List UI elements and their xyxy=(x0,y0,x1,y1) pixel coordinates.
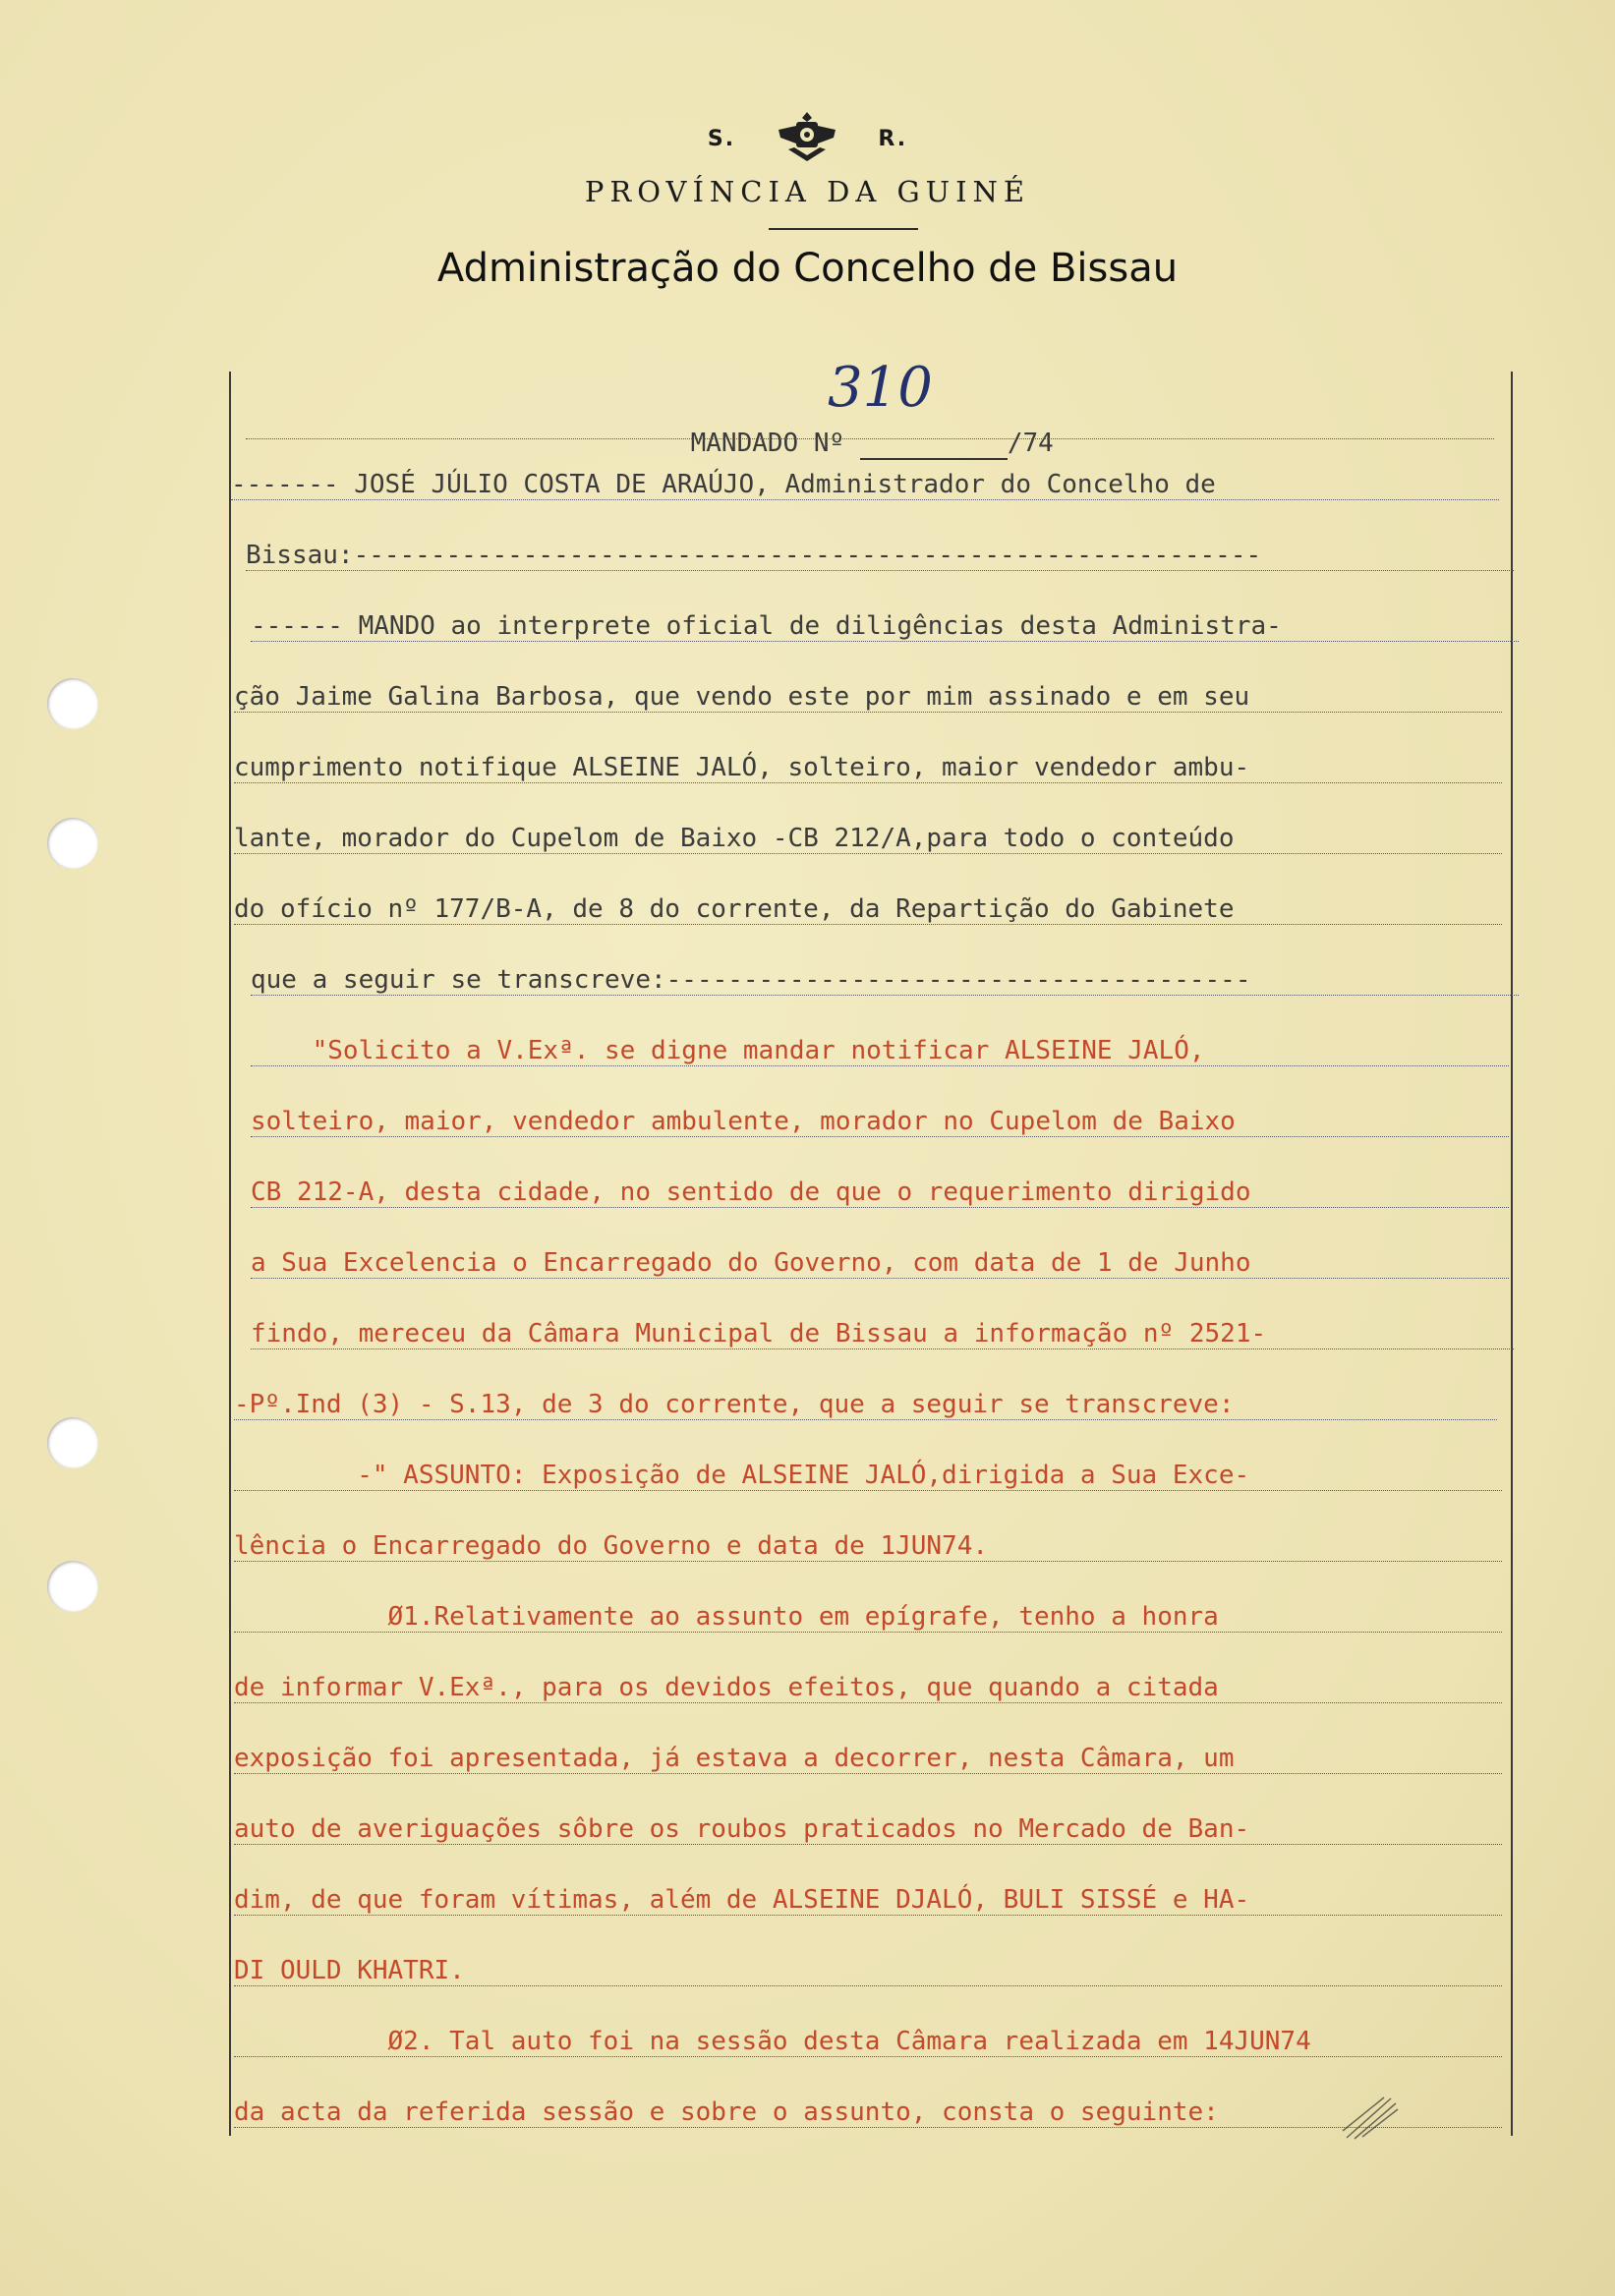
text-line: "Solicito a V.Exª. se digne mandar notificar ALSEINE JALÓ, xyxy=(251,1036,1509,1066)
province-title: PROVÍNCIA DA GUINÉ xyxy=(584,175,1031,208)
mandate-number-handwritten: 310 xyxy=(828,356,933,420)
text-line: Ø1.Relativamente ao assunto em epígrafe, tenho a honra xyxy=(234,1602,1502,1633)
punch-hole xyxy=(47,1561,98,1612)
text-line: findo, mereceu da Câmara Municipal de Bissau a informação nº 2521- xyxy=(251,1319,1514,1349)
header-divider xyxy=(769,228,918,230)
text-line: cumprimento notifique ALSEINE JALÓ, solteiro, maior vendedor ambu- xyxy=(234,753,1502,783)
ink-smudge-icon xyxy=(1337,2094,1406,2143)
text-line: ção Jaime Galina Barbosa, que vendo este por mim assinado e em seu xyxy=(234,682,1502,713)
text-line: exposição foi apresentada, já estava a decorrer, nesta Câmara, um xyxy=(234,1744,1502,1774)
letter-s: S. xyxy=(707,127,736,151)
administration-title: Administração do Concelho de Bissau xyxy=(436,246,1179,291)
text-line: CB 212-A, desta cidade, no sentido de que o requerimento dirigido xyxy=(251,1177,1509,1208)
text-line: DI OULD KHATRI. xyxy=(234,1956,1502,1986)
mandate-prefix: MANDADO Nº xyxy=(690,429,860,458)
text-line: -Pº.Ind (3) - S.13, de 3 do corrente, que a seguir se transcreve: xyxy=(234,1390,1497,1420)
margin-rule-left xyxy=(229,372,231,2136)
text-line: ------- JOSÉ JÚLIO COSTA DE ARAÚJO, Administrador do Concelho de xyxy=(231,470,1499,500)
text-line: lante, morador do Cupelom de Baixo -CB 212/A,para todo o conteúdo xyxy=(234,824,1502,854)
text-line: Ø2. Tal auto foi na sessão desta Câmara realizada em 14JUN74 xyxy=(234,2027,1502,2057)
letter-r: R. xyxy=(878,127,908,151)
punch-hole xyxy=(47,678,98,729)
text-line: a Sua Excelencia o Encarregado do Governo, com data de 1 de Junho xyxy=(251,1248,1509,1279)
sr-header xyxy=(0,108,1615,171)
dotted-rule xyxy=(246,438,1494,439)
punch-hole xyxy=(47,1417,98,1468)
text-line: lência o Encarregado do Governo e data de 1JUN74. xyxy=(234,1531,1502,1562)
text-line: de informar V.Exª., para os devidos efeitos, que quando a citada xyxy=(234,1673,1502,1703)
text-line: auto de averiguações sôbre os roubos praticados no Mercado de Ban- xyxy=(234,1814,1502,1845)
text-line: solteiro, maior, vendedor ambulente, morador no Cupelom de Baixo xyxy=(251,1107,1509,1137)
text-line: Bissau:----------------------------------------------------------- xyxy=(246,541,1514,571)
coat-of-arms-icon xyxy=(775,108,839,171)
text-line: do ofício nº 177/B-A, de 8 do corrente, da Repartição do Gabinete xyxy=(234,894,1502,925)
text-line: da acta da referida sessão e sobre o assunto, consta o seguinte: xyxy=(234,2097,1502,2128)
text-line: -" ASSUNTO: Exposição de ALSEINE JALÓ,dirigida a Sua Exce- xyxy=(234,1461,1502,1491)
text-line: dim, de que foram vítimas, além de ALSEINE DJALÓ, BULI SISSÉ e HA- xyxy=(234,1885,1502,1916)
mandate-year: /74 xyxy=(1007,429,1054,458)
punch-hole xyxy=(47,818,98,869)
text-line: ------ MANDO ao interprete oficial de diligências desta Administra- xyxy=(251,611,1519,642)
text-line: que a seguir se transcreve:-------------------------------------- xyxy=(251,965,1519,996)
